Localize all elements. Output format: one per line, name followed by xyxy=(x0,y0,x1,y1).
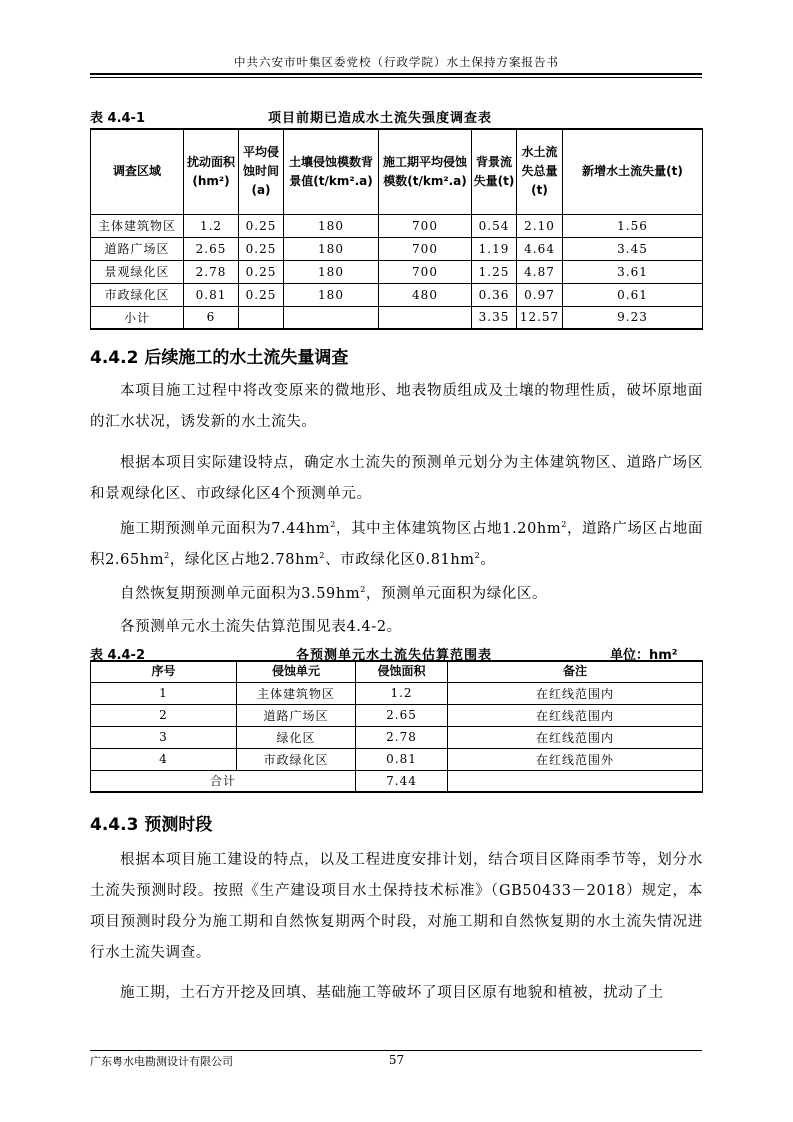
table-cell xyxy=(284,306,379,329)
table-cell: 0.25 xyxy=(239,283,284,306)
table-cell: 在红线范围外 xyxy=(448,748,703,770)
paragraph: 根据本项目实际建设特点，确定水土流失的预测单元划分为主体建筑物区、道路广场区和景观绿化区、市政绿化区4个预测单元。 xyxy=(90,455,703,502)
table1-header-cell: 水土流失总量(t) xyxy=(517,129,563,214)
table1-header-row xyxy=(91,129,703,214)
table2-header-cell: 序号 xyxy=(91,661,237,682)
table-row xyxy=(91,704,703,726)
table-cell: 180 xyxy=(284,283,379,306)
table-cell: 在红线范围内 xyxy=(448,704,703,726)
paragraph: 各预测单元水土流失估算范围见表4.4-2。 xyxy=(120,619,402,635)
table-cell: 700 xyxy=(379,237,472,260)
table-cell: 0.81 xyxy=(356,748,448,770)
table-cell: 1.56 xyxy=(563,214,703,237)
table-cell: 1.25 xyxy=(472,260,517,283)
table-row xyxy=(91,283,703,306)
header-rule xyxy=(90,73,702,75)
table-cell xyxy=(239,306,284,329)
table-cell: 主体建筑物区 xyxy=(237,682,356,704)
table-cell: 12.57 xyxy=(517,306,563,329)
paragraph-text: ，绿化区占地2.78hm xyxy=(169,552,320,568)
table-cell: 道路广场区 xyxy=(237,704,356,726)
table-cell: 道路广场区 xyxy=(91,237,184,260)
footer-rule xyxy=(90,1050,702,1051)
section-heading-442: 4.4.2 后续施工的水土流失量调查 xyxy=(90,348,349,368)
table-cell: 180 xyxy=(284,260,379,283)
table1-header-cell: 背景流失量(t) xyxy=(472,129,517,214)
document-header: 中共六安市叶集区委党校（行政学院）水土保持方案报告书 xyxy=(234,55,559,69)
paragraph: 施工期，土石方开挖及回填、基础施工等破坏了项目区原有地貌和植被，扰动了土 xyxy=(120,985,664,1001)
table2 xyxy=(90,660,703,793)
table-cell: 6 xyxy=(184,306,239,329)
paragraph-text: ，预测单元面积为绿化区。 xyxy=(365,586,548,602)
table-cell: 2.65 xyxy=(356,704,448,726)
table-row xyxy=(91,682,703,704)
table-cell: 0.25 xyxy=(239,237,284,260)
table-cell: 4.87 xyxy=(517,260,563,283)
table-cell: 市政绿化区 xyxy=(91,283,184,306)
table-cell xyxy=(379,306,472,329)
table-cell: 3 xyxy=(91,726,237,748)
table-cell: 2.78 xyxy=(356,726,448,748)
table-cell: 0.97 xyxy=(517,283,563,306)
table-cell: 在红线范围内 xyxy=(448,682,703,704)
table-cell: 2.78 xyxy=(184,260,239,283)
table2-header-cell: 备注 xyxy=(448,661,703,682)
table-cell: 主体建筑物区 xyxy=(91,214,184,237)
table1-header-cell: 平均侵蚀时间(a) xyxy=(239,129,284,214)
table-cell: 3.45 xyxy=(563,237,703,260)
superscript: 2 xyxy=(330,520,336,530)
paragraph-text: ，道路广场区占地面积2.65hm xyxy=(90,521,704,568)
table-cell xyxy=(448,770,703,792)
paragraph-text: 、市政绿化区0.81hm xyxy=(325,552,475,568)
header-rule-thin xyxy=(90,77,702,78)
paragraph xyxy=(90,514,703,576)
table-cell: 市政绿化区 xyxy=(237,748,356,770)
superscript: 2 xyxy=(474,551,481,561)
table-cell: 180 xyxy=(284,237,379,260)
table-cell: 1 xyxy=(91,682,237,704)
paragraph-text: ，其中主体建筑物区占地1.20hm xyxy=(335,521,562,537)
table-cell: 0.25 xyxy=(239,260,284,283)
table2-header-row xyxy=(91,661,703,682)
table1-header-cell: 新增水土流失量(t) xyxy=(563,129,703,214)
table-cell: 4 xyxy=(91,748,237,770)
table2-header-cell: 侵蚀面积 xyxy=(356,661,448,682)
table-row xyxy=(91,748,703,770)
table-cell: 3.61 xyxy=(563,260,703,283)
table-cell: 180 xyxy=(284,214,379,237)
table-cell: 0.36 xyxy=(472,283,517,306)
paragraph-text: 。 xyxy=(480,552,496,568)
table-row xyxy=(91,237,703,260)
table1-title: 项目前期已造成水土流失强度调查表 xyxy=(268,111,493,126)
table-cell: 绿化区 xyxy=(237,726,356,748)
table-cell: 1.2 xyxy=(356,682,448,704)
table1-header-cell: 施工期平均侵蚀模数(t/km².a) xyxy=(379,129,472,214)
superscript: 2 xyxy=(164,551,170,561)
footer-company: 广东粤水电勘测设计有限公司 xyxy=(90,1055,233,1068)
table-cell: 3.35 xyxy=(472,306,517,329)
paragraph-text: 自然恢复期预测单元面积为3.59hm xyxy=(120,586,361,602)
table-cell: 0.61 xyxy=(563,283,703,306)
table-cell: 4.64 xyxy=(517,237,563,260)
table-cell: 1.2 xyxy=(184,214,239,237)
paragraph: 根据本项目施工建设的特点，以及工程进度安排计划，结合项目区降雨季节等，划分水土流失预测时段。按照《生产建设项目水土保持技术标准》（GB50433－2018）规定，本项目预测时段分为施工期和自然恢复期两个时段，对施工期和自然恢复期的水土流失情况进行水土流失调查。 xyxy=(90,852,703,961)
table-row-subtotal xyxy=(91,306,703,329)
table-cell: 0.81 xyxy=(184,283,239,306)
paragraph-text: 施工期预测单元面积为7.44hm xyxy=(120,521,331,537)
paragraph xyxy=(90,579,703,610)
table-cell: 700 xyxy=(379,214,472,237)
table-cell: 2.65 xyxy=(184,237,239,260)
table-row-total xyxy=(91,770,703,792)
paragraph: 本项目施工过程中将改变原来的微地形、地表物质组成及土壤的物理性质，破坏原地面的汇水状况，诱发新的水土流失。 xyxy=(90,383,703,430)
table-cell: 0.25 xyxy=(239,214,284,237)
superscript: 2 xyxy=(561,520,567,530)
table-cell: 在红线范围内 xyxy=(448,726,703,748)
table1-header-cell: 调查区域 xyxy=(91,129,184,214)
superscript: 2 xyxy=(319,551,326,561)
table-cell: 合计 xyxy=(91,770,356,792)
table-row xyxy=(91,260,703,283)
table-cell: 700 xyxy=(379,260,472,283)
page-number: 57 xyxy=(388,1053,405,1067)
table2-header-cell: 侵蚀单元 xyxy=(237,661,356,682)
table2-unit: 单位：hm² xyxy=(610,648,678,663)
table-cell: 0.54 xyxy=(472,214,517,237)
table-cell: 9.23 xyxy=(563,306,703,329)
table1-header-cell: 扰动面积(hm²) xyxy=(184,129,239,214)
table1-number: 表 4.4-1 xyxy=(90,111,145,126)
table2-number: 表 4.4-2 xyxy=(90,648,145,663)
table-cell: 480 xyxy=(379,283,472,306)
table-cell: 2 xyxy=(91,704,237,726)
table-cell: 2.10 xyxy=(517,214,563,237)
table-cell: 1.19 xyxy=(472,237,517,260)
table-row xyxy=(91,214,703,237)
table2-title: 各预测单元水土流失估算范围表 xyxy=(296,648,493,663)
table1 xyxy=(90,128,703,330)
section-heading-443: 4.4.3 预测时段 xyxy=(90,815,213,835)
superscript: 2 xyxy=(360,585,366,595)
table1-header-cell: 土壤侵蚀模数背景值(t/km².a) xyxy=(284,129,379,214)
table-cell: 景观绿化区 xyxy=(91,260,184,283)
table-row xyxy=(91,726,703,748)
table-cell: 7.44 xyxy=(356,770,448,792)
table1-caption xyxy=(90,107,702,125)
table-cell: 小计 xyxy=(91,306,184,329)
